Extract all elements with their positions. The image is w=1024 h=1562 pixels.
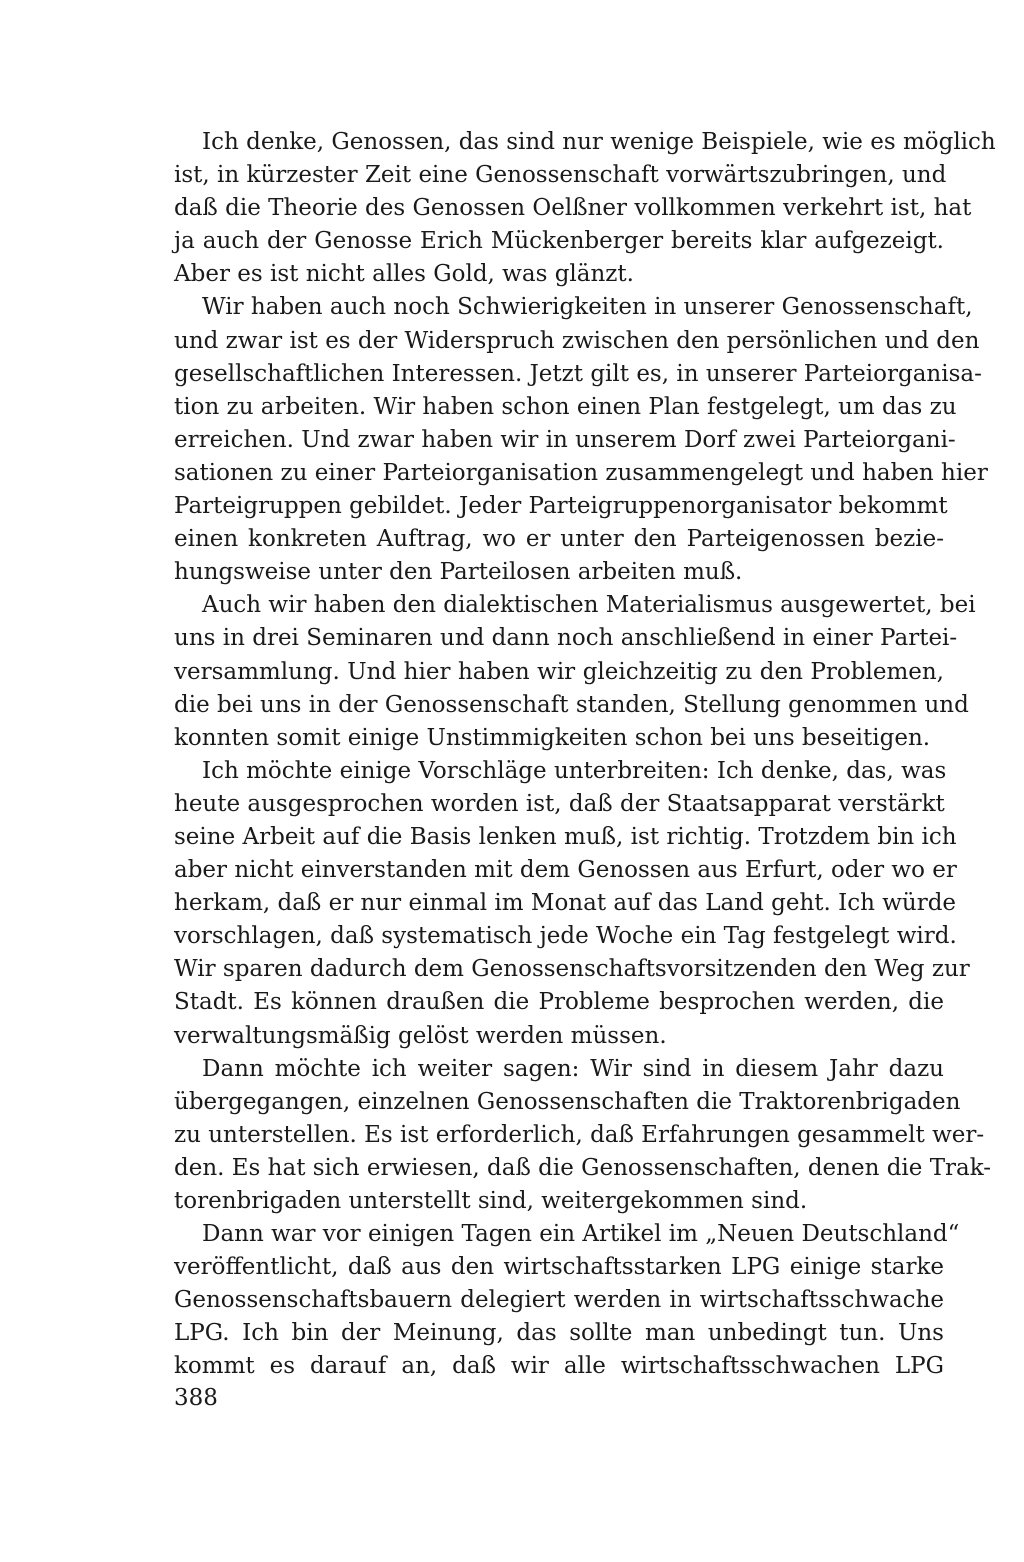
text-line: daß die Theorie des Genossen Oelßner vollkommen verkehrt ist, hat (174, 195, 972, 222)
text-line: die bei uns in der Genossenschaft standen, Stellung genommen und (174, 691, 969, 718)
text-line: sationen zu einer Parteiorganisation zusammengelegt und haben hier (174, 459, 988, 486)
paragraph-2 (174, 291, 988, 589)
text-line: tion zu arbeiten. Wir haben schon einen Plan festgelegt, um das zu (174, 393, 957, 420)
text-line: herkam, daß er nur einmal im Monat auf das Land geht. Ich würde (174, 890, 957, 917)
text-line: verwaltungsmäßig gelöst werden müssen. (174, 1022, 667, 1049)
text-line: Genossenschaftsbauern delegiert werden in wirtschaftsschwache (174, 1287, 944, 1314)
paragraph-5 (174, 1053, 992, 1218)
text-line: vorschlagen, daß systematisch jede Woche ein Tag festgelegt wird. (174, 923, 957, 950)
text-line: torenbrigaden unterstellt sind, weitergekommen sind. (174, 1188, 808, 1214)
text-line: aber nicht einverstanden mit dem Genossen aus Erfurt, oder wo er (174, 857, 957, 884)
text-line: und zwar ist es der Widerspruch zwischen den persönlichen und den (174, 327, 980, 354)
paragraph-4 (174, 755, 970, 1053)
text-line: Auch wir haben den dialektischen Materialismus ausgewertet, bei (202, 592, 976, 619)
text-line: erreichen. Und zwar haben wir in unserem Dorf zwei Parteiorgani- (174, 426, 956, 453)
page-number: 388 (174, 1385, 218, 1411)
text-line: Ich möchte einige Vorschläge unterbreiten: Ich denke, das, was (202, 757, 947, 784)
text-line: LPG. Ich bin der Meinung, das sollte man unbedingt tun. Uns (174, 1320, 944, 1347)
text-line: zu unterstellen. Es ist erforderlich, daß Erfahrungen gesammelt wer- (174, 1121, 985, 1148)
text-line: Dann war vor einigen Tagen ein Artikel im „Neuen Deutschland“ (202, 1221, 960, 1248)
paragraph-3 (174, 589, 976, 754)
text-line: konnten somit einige Unstimmigkeiten schon bei uns beseitigen. (174, 724, 931, 751)
text-line: versammlung. Und hier haben wir gleichzeitig zu den Problemen, (174, 658, 944, 685)
text-line: übergegangen, einzelnen Genossenschaften die Traktorenbrigaden (174, 1088, 961, 1115)
text-line: einen konkreten Auftrag, wo er unter den Parteigenossen bezie- (174, 526, 944, 553)
text-line: Aber es ist nicht alles Gold, was glänzt. (174, 261, 634, 288)
text-line: uns in drei Seminaren und dann noch anschließend in einer Partei- (174, 625, 958, 652)
text-line: seine Arbeit auf die Basis lenken muß, ist richtig. Trotzdem bin ich (174, 823, 957, 850)
paragraph-6 (174, 1218, 960, 1383)
text-line: ist, in kürzester Zeit eine Genossenschaft vorwärtszubringen, und (174, 162, 947, 189)
text-line: den. Es hat sich erwiesen, daß die Genossenschaften, denen die Trak- (174, 1154, 992, 1181)
text-line: Stadt. Es können draußen die Probleme besprochen werden, die (174, 989, 944, 1016)
text-line: hungsweise unter den Parteilosen arbeiten muß. (174, 559, 743, 586)
paragraph-1 (174, 126, 996, 291)
body-text (174, 126, 996, 1384)
text-line: kommt es darauf an, daß wir alle wirtschaftsschwachen LPG (174, 1353, 944, 1380)
text-line: ja auch der Genosse Erich Mückenberger bereits klar aufgezeigt. (174, 228, 944, 255)
text-line: Ich denke, Genossen, das sind nur wenige Beispiele, wie es möglich (202, 129, 996, 155)
text-line: Wir haben auch noch Schwierigkeiten in unserer Genossenschaft, (202, 294, 973, 321)
text-line: Wir sparen dadurch dem Genossenschaftsvorsitzenden den Weg zur (174, 956, 970, 983)
text-line: heute ausgesprochen worden ist, daß der Staatsapparat verstärkt (174, 790, 945, 817)
text-line: veröffentlicht, daß aus den wirtschaftsstarken LPG einige starke (174, 1254, 944, 1281)
text-line: Parteigruppen gebildet. Jeder Parteigruppenorganisator bekommt (174, 493, 948, 520)
text-line: gesellschaftlichen Interessen. Jetzt gilt es, in unserer Parteiorganisa- (174, 360, 982, 387)
text-line: Dann möchte ich weiter sagen: Wir sind in diesem Jahr dazu (202, 1055, 944, 1082)
